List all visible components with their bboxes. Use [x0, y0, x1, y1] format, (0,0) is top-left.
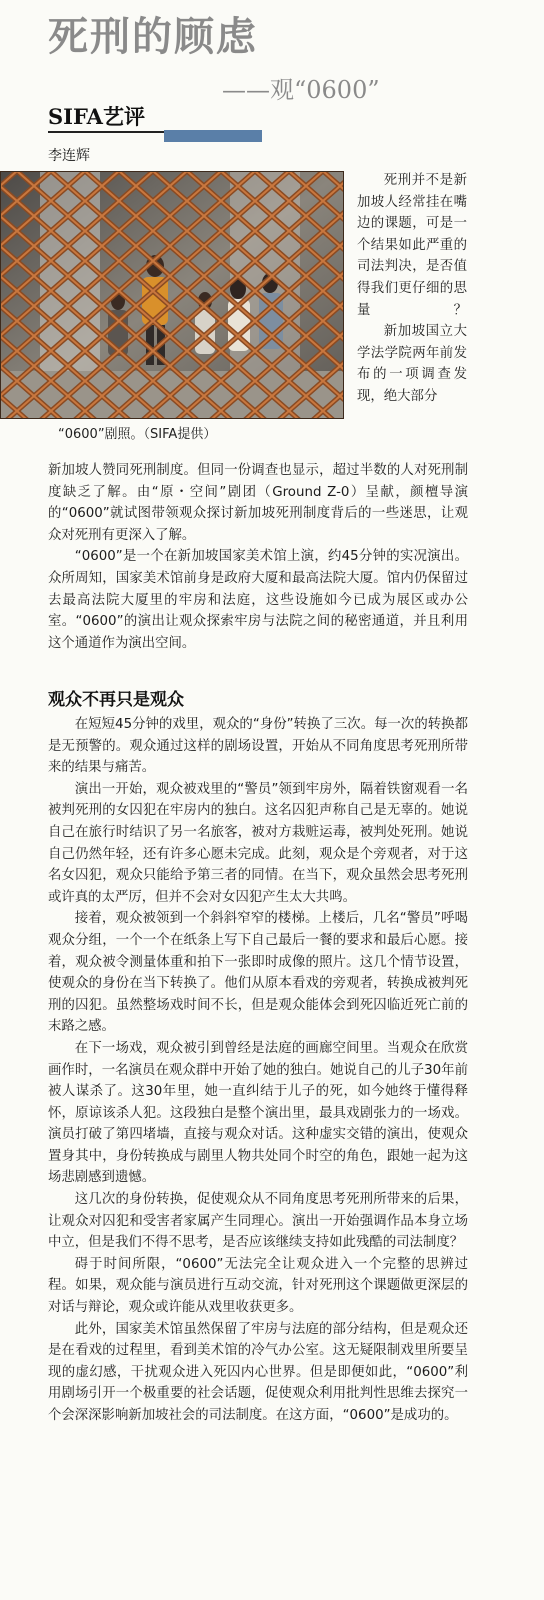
body-paragraph: 在短短45分钟的戏里，观众的“身份”转换了三次。每一次的转换都是无预警的。观众通过这样的剧场设置，开始从不同角度思考死刑所带来的结果与痛苦。	[48, 717, 468, 776]
section-heading: 观众不再只是观众	[48, 690, 184, 710]
side-paragraph: 死刑并不是新加坡人经常挂在嘴边的课题，可是一个结果如此严重的司法判决，是否值得我们更仔细的思量？	[357, 173, 467, 318]
lead-text	[48, 460, 468, 654]
side-column	[357, 170, 467, 408]
production-photo-graphic	[0, 171, 344, 419]
article-body	[48, 714, 468, 1427]
intro-paragraph: “0600”是一个在新加坡国家美术馆上演，约45分钟的实况演出。众所周知，国家美术馆前身是政府大厦和最高法院大厦。馆内仍保留过去最高法院大厦里的牢房和法庭，这些设施如今已成为展区或办公室。“0600”的演出让观众探索牢房与法院之间的秘密通道，并且利用这个通道作为演出空间。	[48, 549, 468, 651]
body-paragraph: 在下一场戏，观众被引到曾经是法庭的画廊空间里。当观众在欣赏画作时，一名演员在观众群中开始了她的独白。她说自己的儿子30年前被人谋杀了。这30年里，她一直纠结于儿子的死，如今她终于懂得释怀，原谅该杀人犯。这段独白是整个演出里，最具戏剧张力的一场戏。演员打破了第四堵墙，直接与观众对话。这种虚实交错的演出，使观众置身其中，身份转换成与剧里人物共处同个时空的角色，跟她一起为这场悲剧感到遗憾。	[48, 1040, 468, 1186]
body-paragraph: 这几次的身份转换，促使观众从不同角度思考死刑所带来的后果，让观众对囚犯和受害者家属产生同理心。演出一开始强调作品本身立场中立，但是我们不得不思考，是否应该继续支持如此残酷的司法制度？	[48, 1192, 468, 1251]
body-paragraph: 碍于时间所限，“0600”无法完全让观众进入一个完整的思辨过程。如果，观众能与演员进行互动交流，针对死刑这个课题做更深层的对话与辩论，观众或许能从戏里收获更多。	[48, 1256, 468, 1316]
author-byline: 李连辉	[48, 148, 90, 164]
production-photo	[0, 171, 344, 419]
body-paragraph: 演出一开始，观众被戏里的“警员”领到牢房外，隔着铁窗观看一名被判死刑的女囚犯在牢房内的独白。这名囚犯声称自己是无辜的。她说自己在旅行时结识了另一名旅客，被对方栽赃运毒，被判处死刑。她说自己仍然年轻，还有许多心愿未完成。此刻，观众是个旁观者，对于这名女囚犯，观众只能给予第三者的同情。在当下，观众虽然会思考死刑或许真的太严厉，但并不会对女囚犯产生太大共鸣。	[48, 781, 468, 905]
continued-paragraph: 新加坡人赞同死刑制度。但同一份调查也显示，超过半数的人对死刑制度缺乏了解。由“原・空间”剧团（Ground Z-0）呈献，颜檀导演的“0600”就试图带领观众探讨新加坡死刑制度背后的一些迷思，让观众对死刑有更深入了解。	[48, 463, 468, 543]
column-name: SIFA艺评	[48, 104, 145, 129]
header-rule	[48, 131, 164, 133]
body-paragraph: 此外，国家美术馆虽然保留了牢房与法庭的部分结构，但是观众还是在看戏的过程里，看到美术馆的冷气办公室。这无疑限制戏里所要呈现的虚幻感，干扰观众进入死囚内心世界。但是即便如此，“0600”利用剧场引开一个极重要的社会话题，促使观众利用批判性思维去探究一个会深深影响新加坡社会的司法制度。在这方面，“0600”是成功的。	[48, 1321, 468, 1423]
article-title: 死刑的顾虑	[48, 14, 258, 60]
article-subtitle: ——观“0600”	[222, 76, 380, 104]
photo-caption: “0600”剧照。（SIFA提供）	[58, 427, 217, 442]
header-accent-bar	[164, 130, 262, 142]
side-paragraph: 新加坡国立大学法学院两年前发布的一项调查发现，绝大部分	[357, 324, 467, 404]
body-paragraph: 接着，观众被领到一个斜斜窄窄的楼梯。上楼后，几名“警员”呼喝观众分组，一个一个在纸条上写下自己最后一餐的要求和最后心愿。接着，观众被令测量体重和拍下一张即时成像的照片。这几个情节设置，使观众的身份在当下转换了。他们从原本看戏的旁观者，转换成被判死刑的囚犯。虽然整场戏时间不长，但是观众能体会到死囚临近死亡前的末路之感。	[48, 911, 468, 1035]
cage-mesh	[0, 171, 344, 419]
